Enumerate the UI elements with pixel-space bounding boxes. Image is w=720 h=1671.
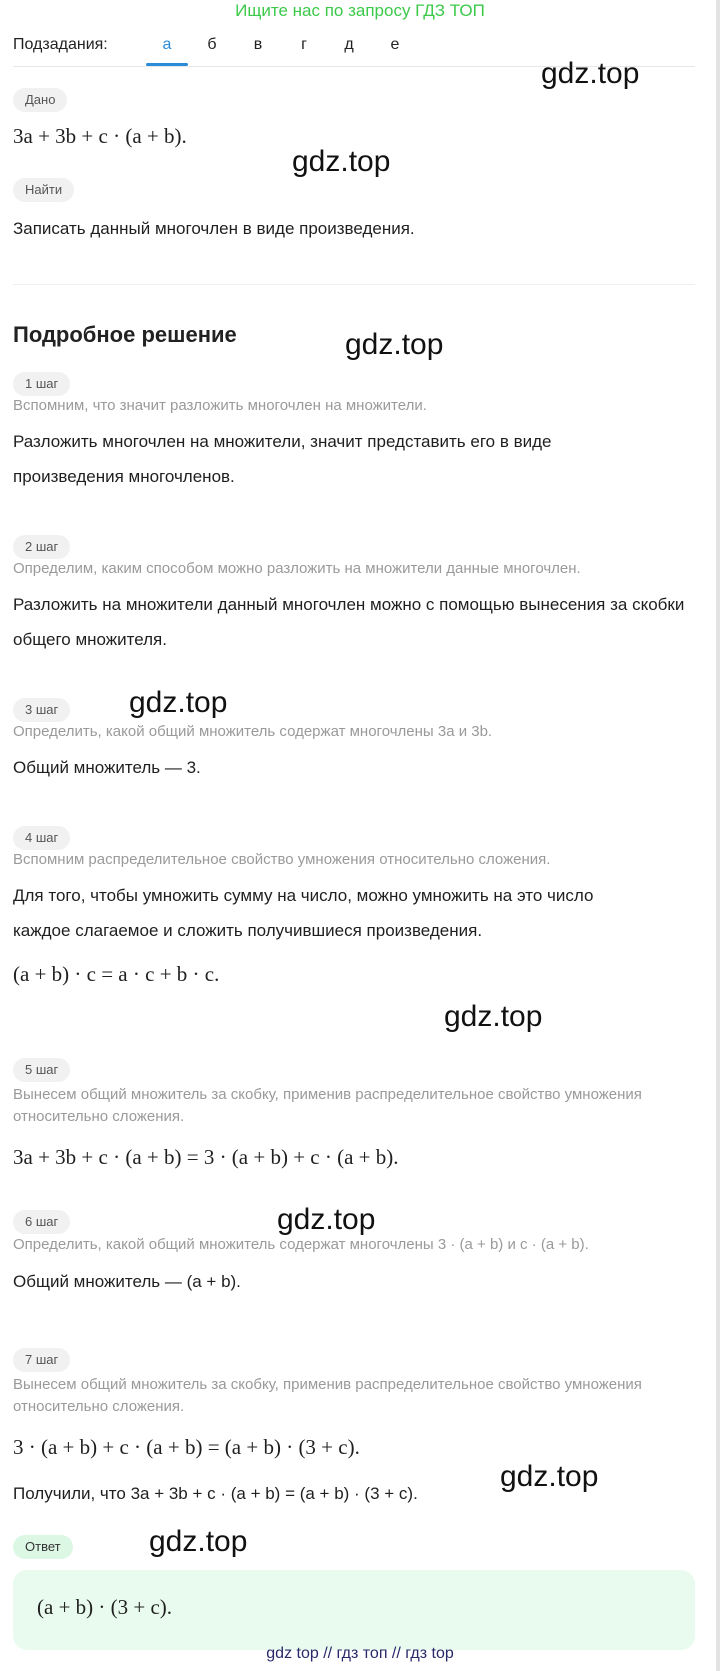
step-2-label: 2 шаг xyxy=(13,535,70,559)
watermark: gdz.top xyxy=(149,1525,248,1558)
given-expression: 3a + 3b + c · (a + b). xyxy=(13,124,187,148)
step-6-label: 6 шаг xyxy=(13,1210,70,1234)
step-4-hint: Вспомним распределительное свойство умножения относительно сложения. xyxy=(13,851,551,868)
step-4-body: Для того, чтобы умножить сумму на число, можно умножить на это число каждое слагаемое и сложить получившиеся произведения. xyxy=(13,886,594,940)
step-3-hint: Определить, какой общий множитель содержат многочлены 3a и 3b. xyxy=(13,723,493,740)
tab-v[interactable]: в xyxy=(253,36,263,53)
tab-g[interactable]: г xyxy=(301,36,307,53)
step-7-hint: Вынесем общий множитель за скобку, применив распределительное свойство умножения относительно сложения. xyxy=(13,1376,642,1415)
step-3-label: 3 шаг xyxy=(13,698,70,722)
watermark: gdz.top xyxy=(444,1000,543,1033)
step-7-formula: 3 · (a + b) + c · (a + b) = (a + b) · (3 + c). xyxy=(13,1435,360,1459)
answer-value: (a + b) · (3 + c). xyxy=(37,1595,173,1619)
promo-banner[interactable]: Ищите нас по запросу ГДЗ ТОП xyxy=(235,1,485,20)
step-4-label: 4 шаг xyxy=(13,826,70,850)
step-2-body: Разложить на множители данный многочлен можно с помощью вынесения за скобки общего множителя. xyxy=(13,595,685,649)
watermark: gdz.top xyxy=(345,328,444,361)
footer-links[interactable]: gdz top // гдз топ // гдз top xyxy=(266,1645,454,1662)
watermark: gdz.top xyxy=(292,145,391,178)
step-1-body: Разложить многочлен на множители, значит представить его в виде произведения многочленов. xyxy=(13,432,552,486)
step-1-label: 1 шаг xyxy=(13,372,70,396)
answer-label: Ответ xyxy=(13,1535,73,1559)
watermark: gdz.top xyxy=(129,686,228,719)
subtasks-label: Подзадания: xyxy=(13,36,108,53)
step-6-hint: Определить, какой общий множитель содержат многочлены 3 · (a + b) и c · (a + b). xyxy=(13,1236,589,1253)
step-5-formula: 3a + 3b + c · (a + b) = 3 · (a + b) + c · (a + b). xyxy=(13,1145,399,1169)
active-tab-indicator xyxy=(146,63,188,66)
step-7-conclusion: Получили, что 3a + 3b + c · (a + b) = (a + b) · (3 + c). xyxy=(13,1484,418,1503)
step-1-hint: Вспомним, что значит разложить многочлен на множители. xyxy=(13,397,427,414)
scrollbar[interactable] xyxy=(716,0,720,1671)
find-text: Записать данный многочлен в виде произведения. xyxy=(13,219,415,238)
tab-a[interactable]: а xyxy=(162,36,172,53)
find-label: Найти xyxy=(13,178,74,202)
tab-e[interactable]: е xyxy=(390,36,400,53)
section-divider xyxy=(13,284,695,285)
answer-box xyxy=(13,1570,695,1650)
step-7-label: 7 шаг xyxy=(13,1348,70,1372)
tab-d[interactable]: д xyxy=(344,36,354,53)
step-2-hint: Определим, каким способом можно разложить на множители данные многочлен. xyxy=(13,560,581,577)
step-5-label: 5 шаг xyxy=(13,1058,70,1082)
solution-title: Подробное решение xyxy=(13,322,237,347)
watermark: gdz.top xyxy=(500,1460,599,1493)
given-label: Дано xyxy=(13,88,67,112)
step-5-hint: Вынесем общий множитель за скобку, применив распределительное свойство умножения относительно сложения. xyxy=(13,1086,642,1125)
step-6-body: Общий множитель — (a + b). xyxy=(13,1272,241,1291)
step-3-body: Общий множитель — 3. xyxy=(13,758,201,777)
tab-b[interactable]: б xyxy=(207,36,217,53)
watermark: gdz.top xyxy=(277,1203,376,1236)
watermark: gdz.top xyxy=(541,57,640,90)
step-4-formula: (a + b) · c = a · c + b · c. xyxy=(13,962,220,986)
